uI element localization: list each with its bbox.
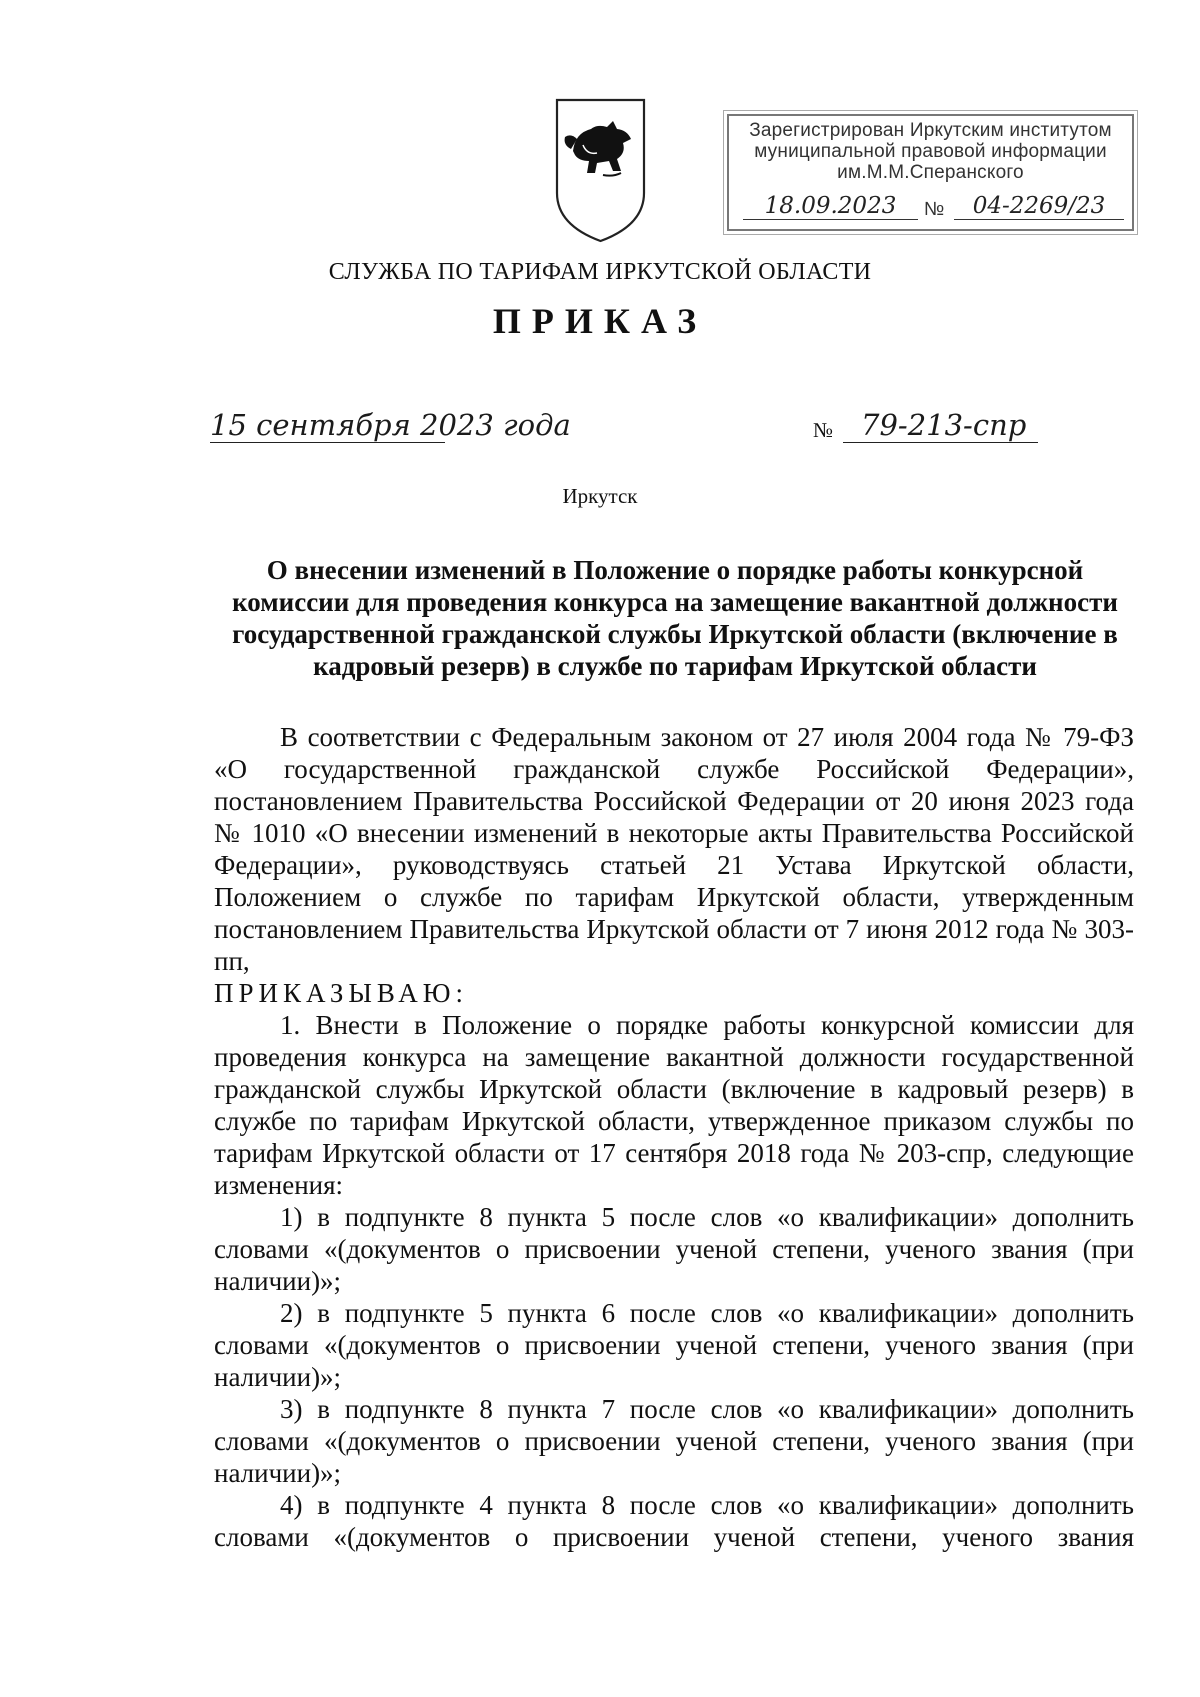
stamp-registration-number: 04-2269/23: [954, 193, 1124, 220]
item-1-paragraph: 1. Внести в Положение о порядке работы конкурсной комиссии для проведения конкурса на замещение вакантной должности государственной гражданской службы Иркутской области (включение в кадровый резерв) в службе по тарифам Иркутской области, утвержденное приказом службы по тарифам Иркутской области от 17 сентября 2018 года № 203-спр, следующие изменения:: [214, 1010, 1134, 1200]
preamble-paragraph: В соответствии с Федеральным законом от 27 июля 2004 года № 79-ФЗ «О государственной гражданской службе Российской Федерации», постановлением Правительства Российской Федерации от 20 июня 2023 года № 1010 «О внесении изменений в некоторые акты Правительства Российской Федерации», руководствуясь статьей 21 Устава Иркутской области, Положением о службе по тарифам Иркутской области, утвержденным постановлением Правительства Иркутской области от 7 июня 2012 года № 303-пп,: [214, 722, 1134, 976]
subitem-3-paragraph: 3) в подпункте 8 пункта 7 после слов «о квалификации» дополнить словами «(документов о присвоении ученой степени, ученого звания (при наличии)»;: [214, 1394, 1134, 1488]
stamp-registration-date: 18.09.2023: [743, 193, 918, 220]
order-number-field: [843, 408, 1038, 443]
stamp-line-1: Зарегистрирован Иркутским институтом: [749, 120, 1112, 141]
subitem-2-paragraph: 2) в подпункте 5 пункта 6 после слов «о квалификации» дополнить словами «(документов о присвоении ученой степени, ученого звания (при наличии)»;: [214, 1298, 1134, 1392]
order-word: ПРИКАЗЫВАЮ:: [214, 978, 468, 1008]
order-number-handwritten: 79-213-спр: [861, 408, 1027, 442]
document-body: [214, 721, 1134, 1553]
service-name: СЛУЖБА ПО ТАРИФАМ ИРКУТСКОЙ ОБЛАСТИ: [328, 259, 872, 285]
stamp-line-3: им.М.М.Сперанского: [837, 162, 1024, 183]
order-date-field: [210, 408, 571, 443]
order-number-label: №: [813, 418, 834, 442]
order-date-handwritten: 15 сентября 2023 года: [210, 408, 571, 442]
subitem-1-paragraph: 1) в подпункте 8 пункта 5 после слов «о квалификации» дополнить словами «(документов о присвоении ученой степени, ученого звания (при наличии)»;: [214, 1202, 1134, 1296]
city-name: Иркутск: [562, 484, 638, 508]
document-heading: О внесении изменений в Положение о порядке работы конкурсной комиссии для проведения конкурса на замещение вакантной должности государственной гражданской службы Иркутской области (включение в кадровый резерв) в службе по тарифам Иркутской области: [232, 555, 1118, 681]
subitem-4-paragraph: 4) в подпункте 4 пункта 8 после слов «о квалификации» дополнить словами «(документов о присвоении ученой степени, ученого звания: [214, 1490, 1134, 1552]
registration-stamp: [727, 114, 1134, 231]
irkutsk-coat-of-arms-icon: [553, 97, 648, 244]
document-type-title: ПРИКАЗ: [492, 301, 708, 341]
stamp-line-2: муниципальной правовой информации: [754, 141, 1107, 162]
stamp-number-label: №: [924, 199, 945, 220]
